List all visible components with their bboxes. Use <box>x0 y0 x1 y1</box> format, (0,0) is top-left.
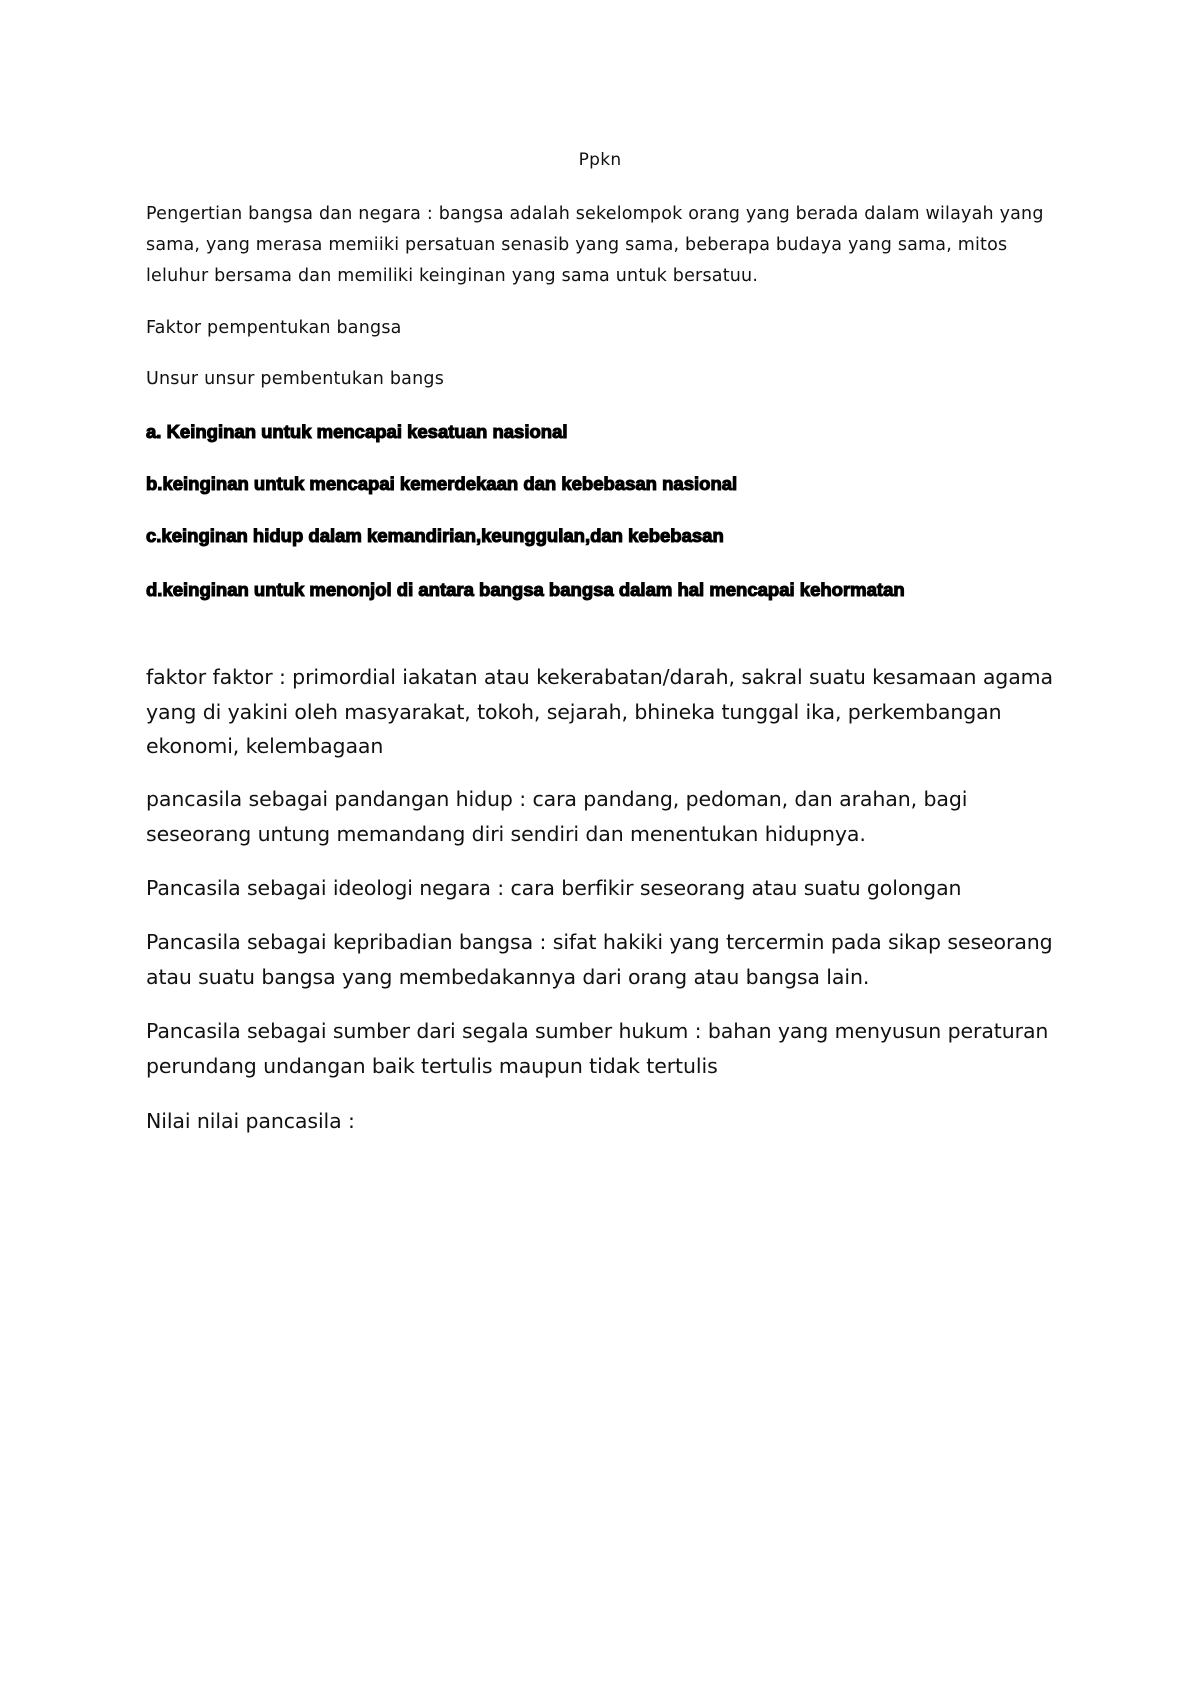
nilai-pancasila-heading: Nilai nilai pancasila : <box>146 1109 355 1133</box>
list-item-b: b.keinginan untuk mencapai kemerdekaan dan kebebasan nasional <box>146 473 738 494</box>
list-item-c: c.keinginan hidup dalam kemandirian,keunggulan,dan kebebasan <box>146 525 724 546</box>
pandangan-hidup-paragraph: pancasila sebagai pandangan hidup : cara pandang, pedoman, dan arahan, bagi seseorang untung memandang diri sendiri dan menentukan hidupnya. <box>146 787 968 846</box>
sumber-hukum-paragraph: Pancasila sebagai sumber dari segala sumber hukum : bahan yang menyusun peraturan perundang undangan baik tertulis maupun tidak tertulis <box>146 1019 1049 1078</box>
document-title: Ppkn <box>578 150 622 170</box>
list-item-a: a. Keinginan untuk mencapai kesatuan nasional <box>146 421 568 442</box>
list-item-d: d.keinginan untuk menonjol di antara bangsa bangsa dalam hal mencapai kehormatan <box>146 579 905 600</box>
definition-paragraph: Pengertian bangsa dan negara : bangsa adalah sekelompok orang yang berada dalam wilayah yang sama, yang merasa memiiki persatuan senasib yang sama, beberapa budaya yang sama, mitos leluhur bersama dan memiliki keinginan yang sama untuk bersatuu. <box>146 204 1044 286</box>
kepribadian-paragraph: Pancasila sebagai kepribadian bangsa : sifat hakiki yang tercermin pada sikap seseorang atau suatu bangsa yang membedakannya dari orang atau bangsa lain. <box>146 930 1053 989</box>
factors-paragraph: faktor faktor : primordial iakatan atau kekerabatan/darah, sakral suatu kesamaan agama yang di yakini oleh masyarakat, tokoh, sejarah, bhineka tunggal ika, perkembangan ekonomi, kelembagaan <box>146 665 1054 758</box>
elements-heading: Unsur unsur pembentukan bangs <box>146 369 445 389</box>
ideologi-paragraph: Pancasila sebagai ideologi negara : cara berfikir seseorang atau suatu golongan <box>146 876 962 900</box>
factor-heading: Faktor pempentukan bangsa <box>146 318 402 338</box>
